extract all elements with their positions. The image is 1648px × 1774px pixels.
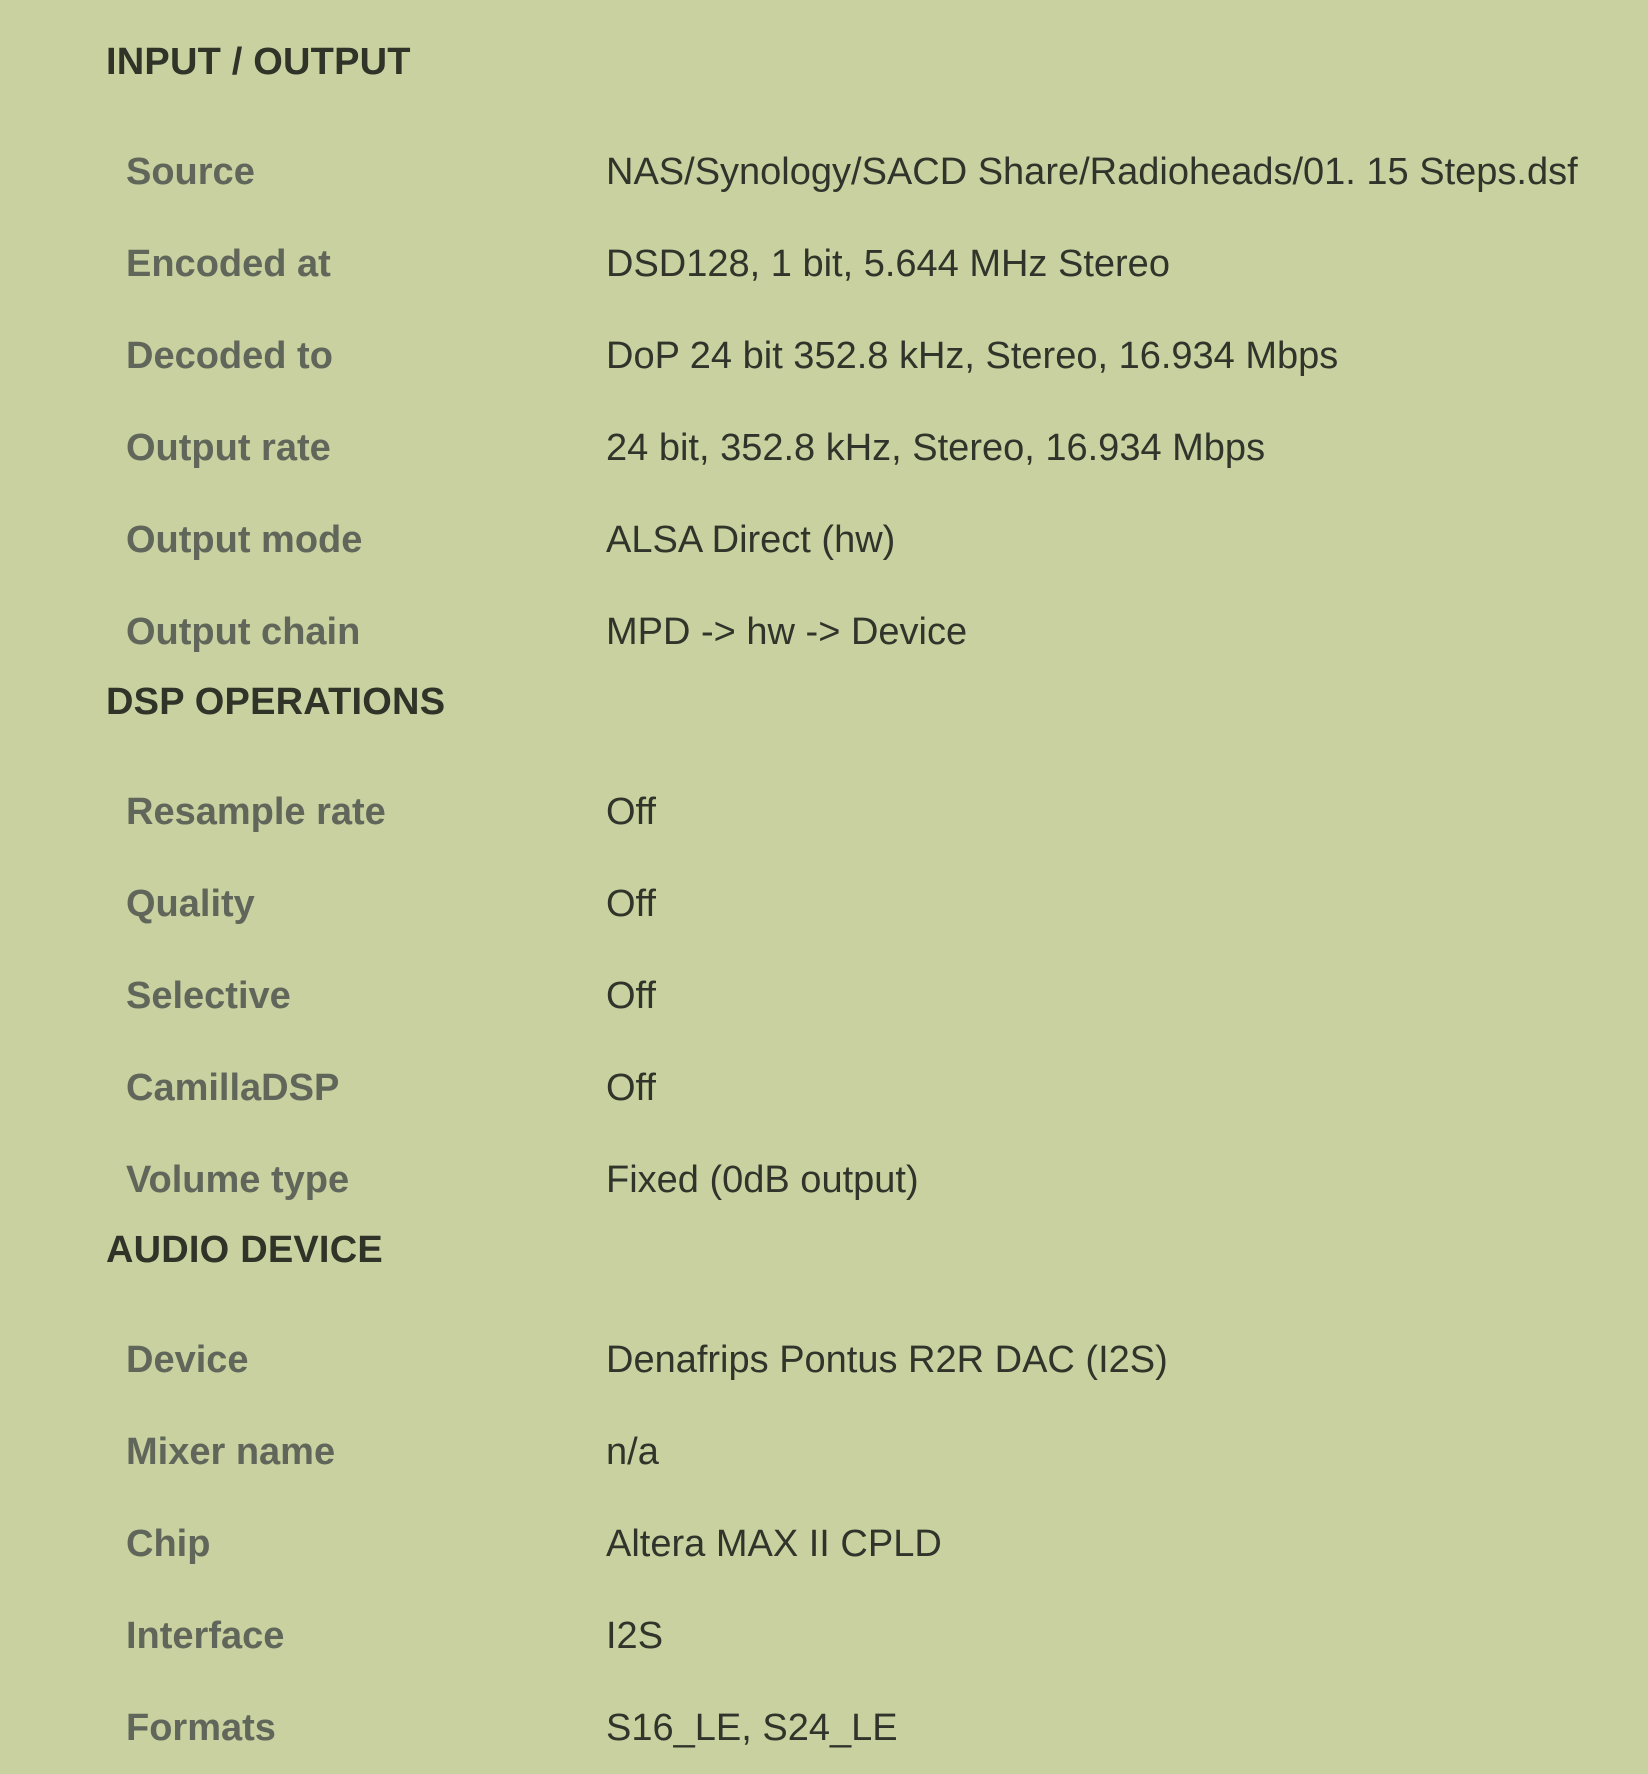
row-label: Source [126,150,255,193]
section-audio-device [106,1226,1636,1774]
row-value: n/a [606,1430,659,1473]
info-row [106,586,1636,678]
row-label: Interface [126,1614,285,1657]
row-value: DoP 24 bit 352.8 kHz, Stereo, 16.934 Mbps [606,334,1339,377]
row-label: Resample rate [126,790,386,833]
info-row [106,402,1636,494]
row-value: MPD -> hw -> Device [606,610,968,653]
row-label: Decoded to [126,334,333,377]
row-value: S16_LE, S24_LE [606,1706,898,1749]
info-row [106,1682,1636,1774]
row-label: Output mode [126,518,363,561]
row-label: Chip [126,1522,211,1565]
info-row [106,1314,1636,1406]
row-label: Output chain [126,610,361,653]
row-value: I2S [606,1614,664,1657]
row-value: 24 bit, 352.8 kHz, Stereo, 16.934 Mbps [606,426,1266,469]
section-dsp-operations [106,678,1636,1226]
info-row [106,950,1636,1042]
info-row [106,766,1636,858]
info-row [106,310,1636,402]
row-label: Device [126,1338,249,1381]
section-input-output [106,38,1636,678]
row-label: Volume type [126,1158,350,1201]
info-row [106,1406,1636,1498]
row-value: Off [606,790,656,833]
info-row [106,218,1636,310]
section-title: INPUT / OUTPUT [106,41,411,83]
row-value: DSD128, 1 bit, 5.644 MHz Stereo [606,242,1170,285]
row-label: CamillaDSP [126,1066,340,1109]
row-label: Selective [126,974,291,1017]
info-row [106,1590,1636,1682]
info-content [106,38,1636,1774]
row-label: Formats [126,1706,276,1749]
row-value: Denafrips Pontus R2R DAC (I2S) [606,1338,1168,1381]
row-label: Quality [126,882,255,925]
info-row [106,858,1636,950]
row-value: Off [606,1066,656,1109]
info-row [106,494,1636,586]
info-row [106,1498,1636,1590]
section-title: AUDIO DEVICE [106,1229,383,1271]
section-title: DSP OPERATIONS [106,681,446,723]
row-label: Encoded at [126,242,331,285]
row-value: Off [606,974,656,1017]
row-value: Off [606,882,656,925]
row-label: Output rate [126,426,331,469]
row-value: Altera MAX II CPLD [606,1522,942,1565]
row-label: Mixer name [126,1430,336,1473]
info-row [106,1042,1636,1134]
row-value: Fixed (0dB output) [606,1158,919,1201]
row-value: ALSA Direct (hw) [606,518,896,561]
info-row [106,1134,1636,1226]
row-value: NAS/Synology/SACD Share/Radioheads/01. 15 Steps.dsf [606,150,1578,193]
info-row [106,126,1636,218]
